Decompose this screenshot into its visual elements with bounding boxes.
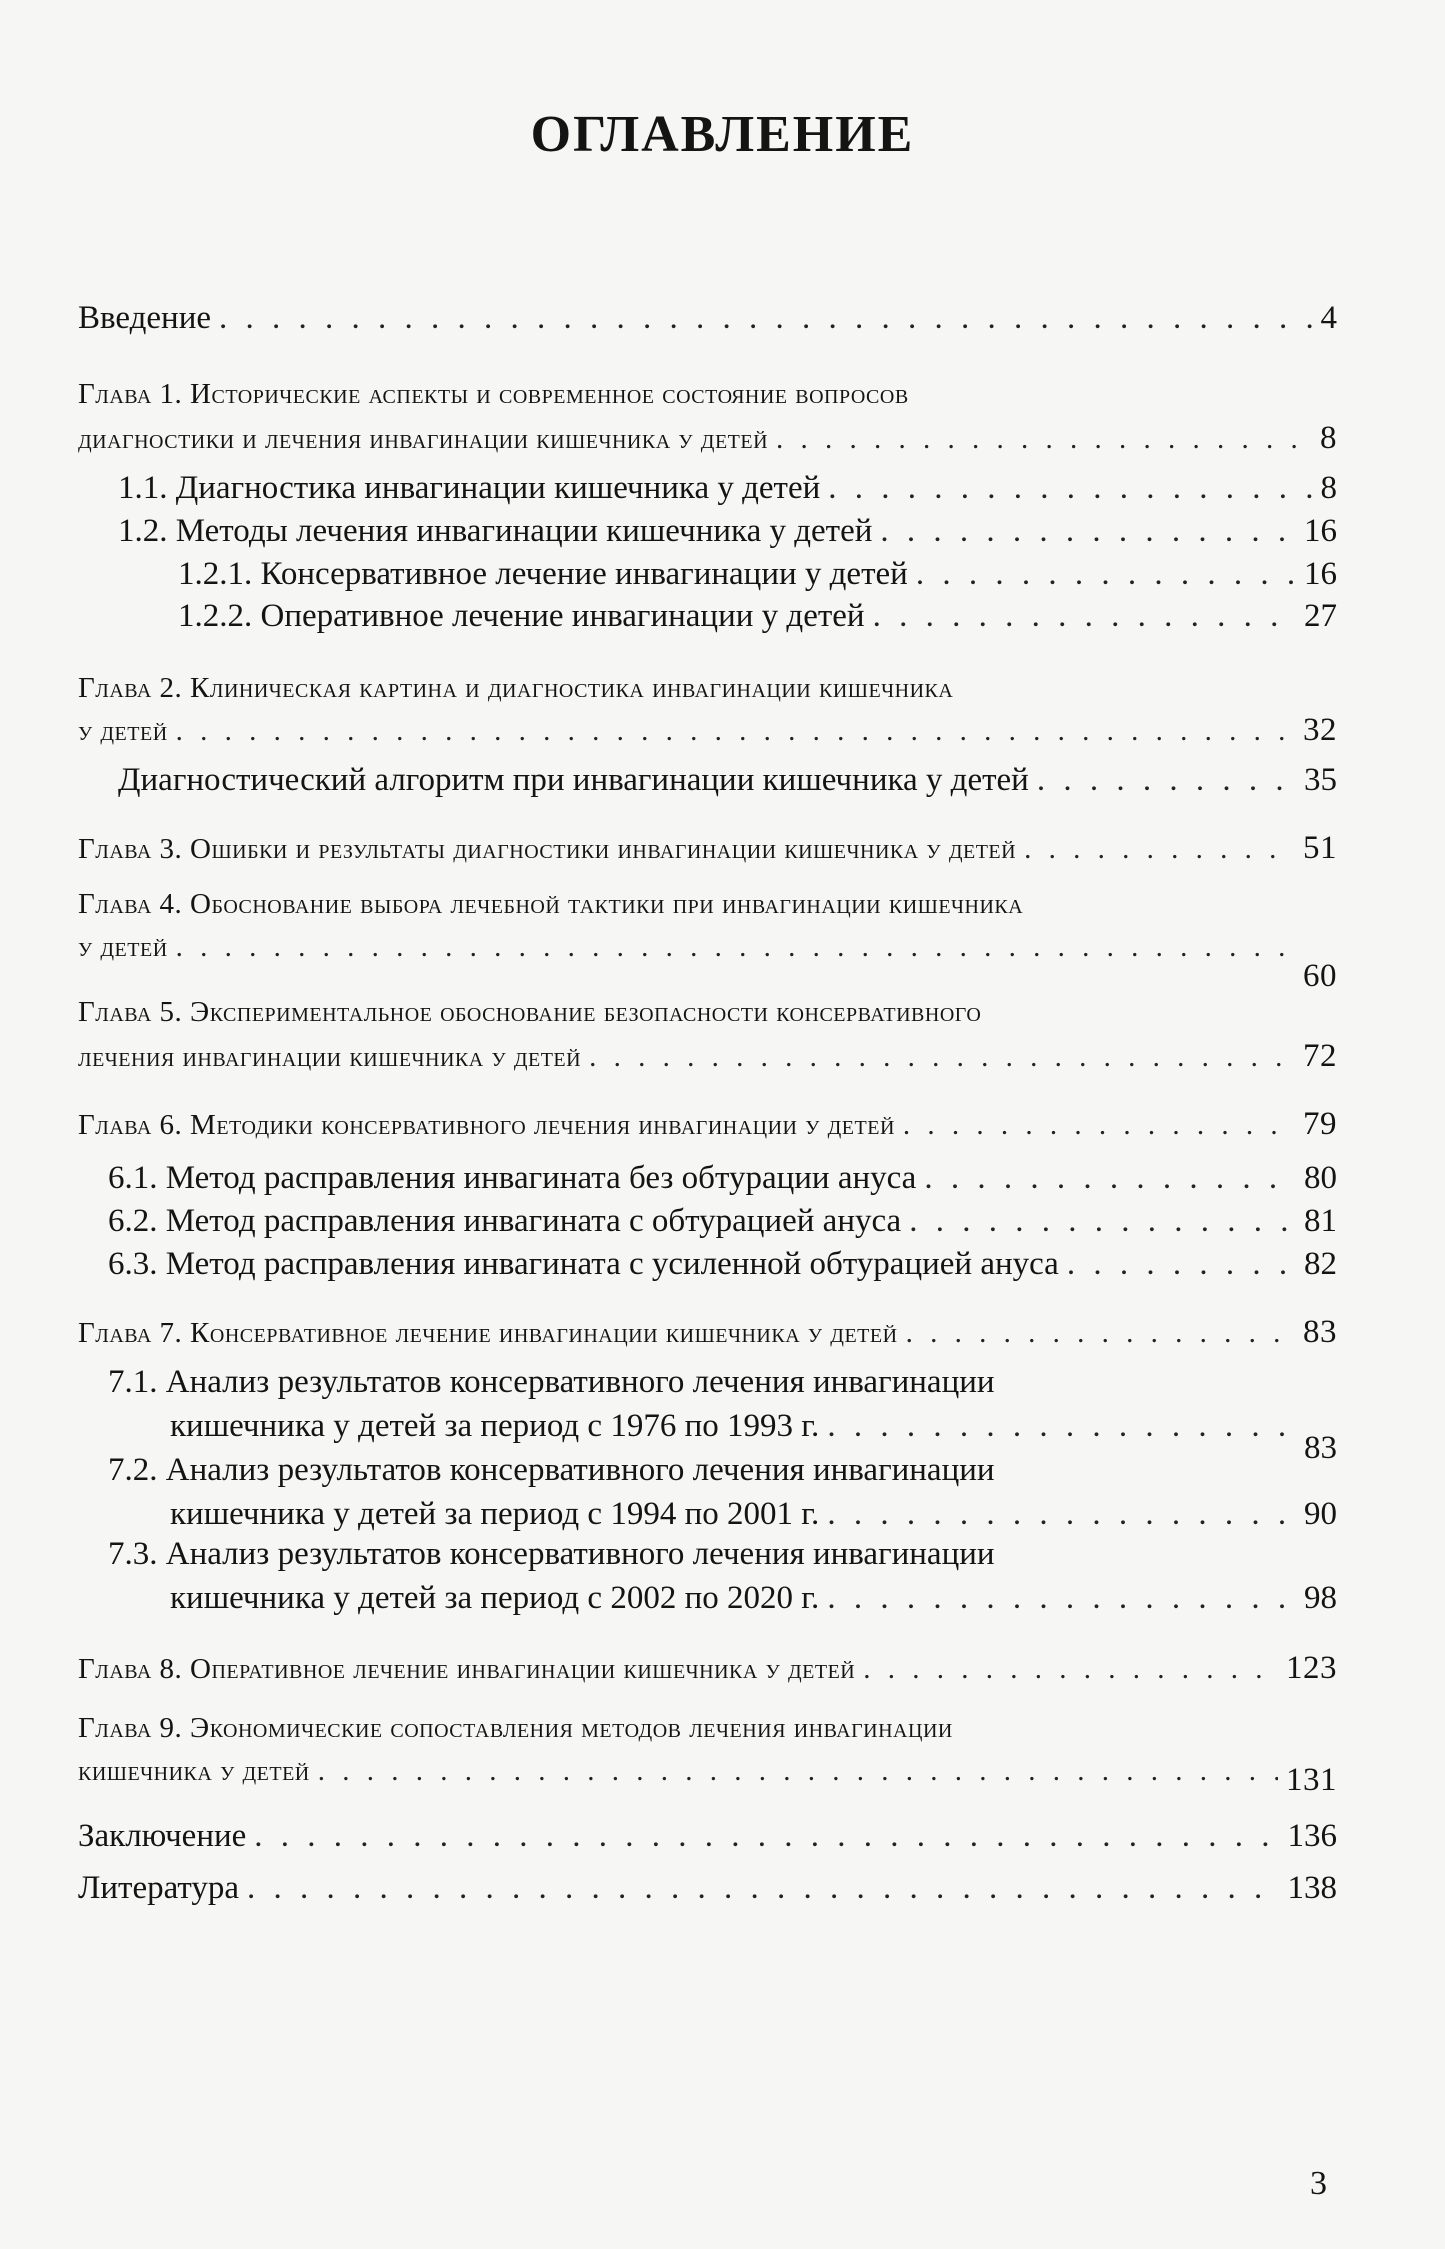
- toc-entry-title: Диагностический алгоритм при инвагинации кишечника у детей: [118, 762, 1029, 798]
- toc-entry-title: кишечника у детей за период с 1976 по 1993 г.: [170, 1408, 820, 1444]
- toc-entry-page: 98: [1304, 1580, 1337, 1616]
- toc-entry[interactable]: [78, 928, 1337, 994]
- toc-entry-page: 51: [1303, 830, 1337, 866]
- toc-entry[interactable]: [178, 598, 1337, 635]
- toc-entry-line1: 7.3. Анализ результатов консервативного лечения инвагинации: [108, 1536, 995, 1572]
- toc-entry-line1: 7.2. Анализ результатов консервативного лечения инвагинации: [108, 1452, 995, 1488]
- toc-entry-page: 90: [1304, 1496, 1337, 1532]
- toc-entry-page: 81: [1304, 1203, 1337, 1239]
- toc-entry-title: кишечника у детей за период с 1994 по 2001 г.: [170, 1496, 820, 1532]
- toc-entry-title: 6.2. Метод расправления инвагината с обтурацией ануса: [108, 1203, 902, 1239]
- toc-entry-line1: Глава 4. Обоснование выбора лечебной тактики при инвагинации кишечника: [78, 888, 1024, 920]
- toc-entry-line1: Глава 1. Исторические аспекты и современное состояние вопросов: [78, 378, 909, 410]
- leader-dots: [1067, 1246, 1296, 1283]
- toc-entry[interactable]: [78, 1752, 1337, 1798]
- toc-entry-title: 1.1. Диагностика инвагинации кишечника у детей: [118, 470, 821, 506]
- leader-dots: [254, 1818, 1279, 1855]
- leader-dots: [176, 715, 1295, 748]
- toc-entry-title: 6.3. Метод расправления инвагината с усиленной обтурацией ануса: [108, 1246, 1059, 1282]
- toc-entry-title: Введение: [78, 300, 212, 336]
- toc-entry-title: Глава 6. Методики консервативного лечения инвагинации у детей: [78, 1109, 895, 1141]
- leader-dots: [909, 1203, 1296, 1240]
- toc-entry-page: 83: [1304, 1430, 1337, 1466]
- toc-entry[interactable]: [78, 1650, 1337, 1687]
- toc-entry-page: 27: [1304, 598, 1337, 634]
- leader-dots: [863, 1653, 1278, 1686]
- toc-entry-page: 72: [1303, 1038, 1337, 1074]
- page-title: ОГЛАВЛЕНИЕ: [530, 106, 915, 163]
- toc-entry-title: лечения инвагинации кишечника у детей: [78, 1041, 582, 1073]
- toc-entry-title: Глава 7. Консервативное лечение инвагинации кишечника у детей: [78, 1317, 898, 1349]
- toc-entry-title: Литература: [78, 1870, 240, 1906]
- toc-entry-line1: Глава 2. Клиническая картина и диагностика инвагинации кишечника: [78, 672, 954, 704]
- toc-entry-page: 16: [1304, 556, 1337, 592]
- leader-dots: [1024, 833, 1295, 866]
- toc-entry-page: 80: [1304, 1160, 1337, 1196]
- toc-entry-page: 138: [1287, 1870, 1337, 1906]
- toc-entry[interactable]: [118, 762, 1337, 799]
- toc-entry-line1: Глава 9. Экономические сопоставления методов лечения инвагинации: [78, 1712, 953, 1744]
- toc-entry[interactable]: [78, 1818, 1337, 1855]
- toc-entry-page: 82: [1304, 1246, 1337, 1282]
- toc-entry[interactable]: [108, 1203, 1337, 1240]
- toc-entry[interactable]: [108, 1160, 1337, 1197]
- leader-dots: [776, 423, 1312, 456]
- toc-entry-page: 60: [1303, 958, 1337, 994]
- toc-entry-title: 6.1. Метод расправления инвагината без обтурации ануса: [108, 1160, 917, 1196]
- toc-entry[interactable]: [78, 420, 1337, 457]
- toc-entry-page: 8: [1320, 420, 1337, 456]
- leader-dots: [906, 1317, 1295, 1350]
- toc-entry[interactable]: [178, 556, 1337, 593]
- toc-entry[interactable]: [78, 830, 1337, 867]
- toc-entry-page: 35: [1304, 762, 1337, 798]
- leader-dots: [828, 470, 1312, 507]
- toc-entry[interactable]: [170, 1580, 1337, 1617]
- toc-entry-title: Глава 8. Оперативное лечение инвагинации кишечника у детей: [78, 1653, 856, 1685]
- toc-entry-title: 1.2.2. Оперативное лечение инвагинации у детей: [178, 598, 865, 634]
- toc-entry[interactable]: [108, 1246, 1337, 1283]
- toc-entry[interactable]: [78, 1870, 1337, 1907]
- leader-dots: [176, 931, 1295, 964]
- toc-entry-title: 1.2. Методы лечения инвагинации кишечника у детей: [118, 513, 873, 549]
- leader-dots: [903, 1109, 1295, 1142]
- toc-entry-page: 32: [1303, 712, 1337, 748]
- toc-entry-page: 4: [1320, 300, 1337, 336]
- toc-entry[interactable]: [118, 513, 1337, 550]
- toc-entry-page: 83: [1303, 1314, 1337, 1350]
- toc-entry-title: кишечника у детей: [78, 1755, 310, 1787]
- leader-dots: [873, 598, 1296, 635]
- toc-entry[interactable]: [78, 712, 1337, 749]
- page-number: 3: [1310, 2165, 1327, 2202]
- toc-entry[interactable]: [78, 1106, 1337, 1143]
- toc-entry-title: диагностики и лечения инвагинации кишечника у детей: [78, 423, 769, 455]
- leader-dots: [924, 1160, 1296, 1197]
- leader-dots: [247, 1870, 1279, 1907]
- toc-entry-page: 123: [1286, 1650, 1337, 1686]
- leader-dots: [219, 300, 1312, 337]
- toc-entry[interactable]: [170, 1408, 1337, 1466]
- toc-entry-line1: Глава 5. Экспериментальное обоснование безопасности консервативного: [78, 996, 982, 1028]
- toc-entry-title: 1.2.1. Консервативное лечение инвагинации у детей: [178, 556, 908, 592]
- leader-dots: [827, 1408, 1296, 1445]
- toc-entry-title: Заключение: [78, 1818, 247, 1854]
- toc-entry[interactable]: [78, 300, 1337, 337]
- toc-entry-title: у детей: [78, 931, 168, 963]
- toc-entry-page: 8: [1320, 470, 1337, 506]
- leader-dots: [589, 1041, 1295, 1074]
- toc-entry-title: Глава 3. Ошибки и результаты диагностики инвагинации кишечника у детей: [78, 833, 1017, 865]
- toc-entry[interactable]: [170, 1496, 1337, 1533]
- toc-entry[interactable]: [78, 1038, 1337, 1075]
- leader-dots: [318, 1755, 1278, 1788]
- leader-dots: [827, 1580, 1296, 1617]
- leader-dots: [827, 1496, 1296, 1533]
- toc-entry-title: кишечника у детей за период с 2002 по 2020 г.: [170, 1580, 820, 1616]
- toc-entry[interactable]: [118, 470, 1337, 507]
- toc-entry-page: 16: [1304, 513, 1337, 549]
- toc-entry-page: 131: [1286, 1762, 1337, 1798]
- toc-entry-page: 136: [1287, 1818, 1337, 1854]
- toc-entry-page: 79: [1303, 1106, 1337, 1142]
- toc-entry[interactable]: [78, 1314, 1337, 1351]
- leader-dots: [880, 513, 1296, 550]
- leader-dots: [1037, 762, 1296, 799]
- toc-entry-title: у детей: [78, 715, 168, 747]
- toc-entry-line1: 7.1. Анализ результатов консервативного лечения инвагинации: [108, 1364, 995, 1400]
- leader-dots: [916, 556, 1296, 593]
